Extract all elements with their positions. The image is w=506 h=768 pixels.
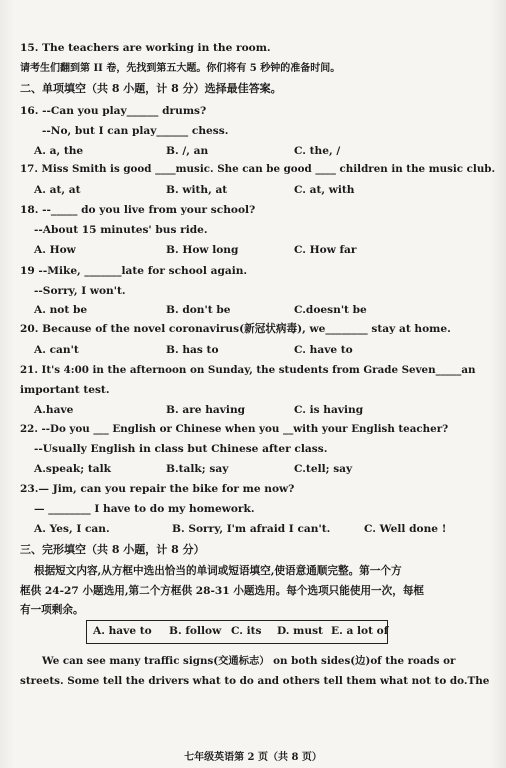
q22-reply: --Usually English in class but Chinese after class. (34, 443, 328, 455)
instruction-line-2: 框供 24-27 小题选用,第二个方框供 28-31 小题选用。每个选项只能使用一次，每框 (20, 585, 425, 597)
q22-option-c: C.tell; say (294, 463, 353, 475)
q22-option-a: A.speak; talk (34, 463, 111, 475)
q19-question: 19 --Mike, _______late for school again. (20, 265, 248, 277)
q17-option-a: A. at, at (34, 184, 81, 196)
q18-option-c: C. How far (294, 244, 357, 256)
q17-question: 17. Miss Smith is good ____music. She can be good ____ children in the music club. (20, 163, 496, 175)
q17-option-b: B. with, at (166, 184, 228, 196)
q16-question: 16. --Can you play______ drums? (20, 105, 207, 117)
q19-option-a: A. not be (34, 304, 88, 316)
q21-option-b: B. are having (166, 404, 246, 416)
q18-option-a: A. How (34, 244, 76, 256)
instruction-line-1: 根据短文内容,从方框中选出恰当的单词或短语填空,使语意通顺完整。第一个方 (34, 565, 402, 577)
word-option-d: D. must (277, 625, 323, 637)
q16-option-c: C. the, / (294, 145, 341, 157)
q22-question: 22. --Do you ___ English or Chinese when you __with your English teacher? (20, 423, 449, 435)
q19-option-c: C.doesn't be (294, 304, 367, 316)
q21-option-a: A.have (34, 404, 74, 416)
q18-reply: --About 15 minutes' bus ride. (34, 224, 208, 236)
notice-line: 请考生们翻到第 II 卷，先找到第五大题。你们将有 5 秒钟的准备时间。 (20, 63, 341, 74)
instruction-line-3: 有一项剩余。 (20, 604, 84, 616)
q20-question: 20. Because of the novel coronavirus(新冠状病毒), we________ stay at home. (20, 323, 451, 335)
q20-option-c: C. have to (294, 344, 353, 356)
word-choice-box (86, 620, 388, 644)
q22-option-b: B.talk; say (166, 463, 229, 475)
q21-option-c: C. is having (294, 404, 364, 416)
q16-reply: --No, but I can play______ chess. (42, 125, 229, 137)
q21-question: 21. It's 4:00 in the afternoon on Sunday, the students from Grade Seven_____an (20, 364, 476, 376)
section-3-heading: 三、完形填空（共 8 小题，计 8 分） (20, 543, 205, 556)
q19-reply: --Sorry, I won't. (34, 285, 126, 297)
q15-line: 15. The teachers are working in the room. (20, 42, 271, 54)
q21-question-cont: important test. (20, 384, 110, 396)
word-option-a: A. have to (93, 625, 152, 637)
q18-question: 18. --_____ do you live from your school? (20, 204, 256, 216)
q17-option-c: C. at, with (294, 184, 355, 196)
q20-option-b: B. has to (166, 344, 219, 356)
q20-option-a: A. can't (34, 344, 79, 356)
q16-option-b: B. /, an (166, 145, 209, 157)
q23-option-c: C. Well done ! (364, 523, 447, 535)
section-2-heading: 二、单项填空（共 8 小题，计 8 分）选择最佳答案。 (20, 82, 282, 95)
word-option-b: B. follow (169, 625, 222, 637)
word-option-e: E. a lot of (331, 625, 389, 637)
q23-reply: — ________ I have to do my homework. (34, 503, 255, 515)
q19-option-b: B. don't be (166, 304, 231, 316)
passage-line-1: We can see many traffic signs(交通标志） on both sides(边)of the roads or (42, 655, 456, 667)
q18-option-b: B. How long (166, 244, 239, 256)
page-footer: 七年级英语第 2 页（共 8 页） (184, 752, 322, 763)
q16-option-a: A. a, the (34, 145, 84, 157)
q23-option-b: B. Sorry, I'm afraid I can't. (172, 523, 331, 535)
q23-option-a: A. Yes, I can. (34, 523, 110, 535)
passage-line-2: streets. Some tell the drivers what to do and others tell them what not to do.The (20, 675, 490, 687)
q23-question: 23.— Jim, can you repair the bike for me now? (20, 483, 295, 495)
word-option-c: C. its (231, 625, 262, 637)
